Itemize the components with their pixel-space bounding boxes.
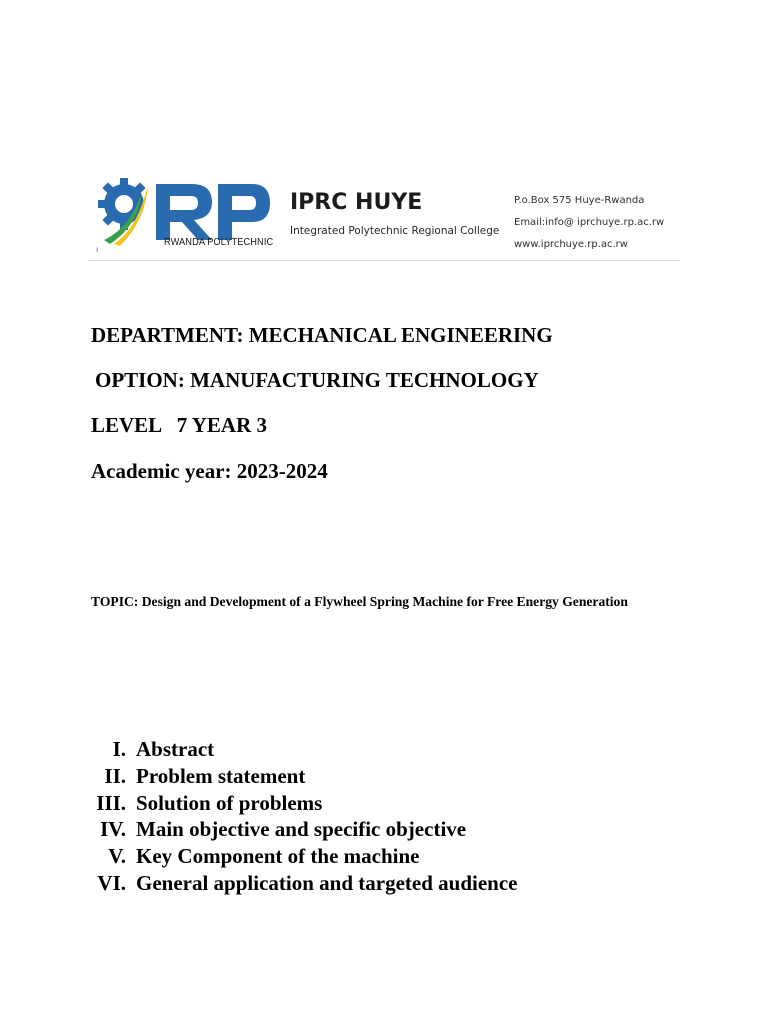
academic-year-heading: Academic year: 2023-2024	[91, 459, 328, 483]
toc-item-number: III.	[96, 790, 126, 815]
toc-item-label: Key Component of the machine	[136, 844, 420, 869]
contact-website: www.iprchuye.rp.ac.rw	[514, 239, 628, 250]
toc-item-label: Problem statement	[136, 763, 306, 788]
letter-r-glyph	[156, 184, 212, 240]
option-heading: OPTION: MANUFACTURING TECHNOLOGY	[95, 368, 539, 392]
topic-paragraph: TOPIC: Design and Development of a Flywheel Spring Machine for Free Energy Generation	[91, 594, 628, 609]
level-heading: LEVEL 7 YEAR 3	[91, 413, 268, 437]
toc-item-label: General application and targeted audience	[136, 870, 518, 895]
contact-email: Email:info@ iprchuye.rp.ac.rw	[514, 217, 665, 228]
toc-item-number: VI.	[97, 870, 126, 895]
toc-item-number: IV.	[100, 817, 126, 842]
logo-caption: RWANDA POLYTECHNIC	[164, 236, 274, 248]
toc-item-number: V.	[108, 844, 126, 869]
contact-block	[514, 190, 664, 256]
toc-item-label: Solution of problems	[136, 790, 323, 815]
letterhead-banner	[88, 168, 680, 261]
contact-address: P.o.Box 575 Huye-Rwanda	[514, 195, 645, 206]
college-full-name: Integrated Polytechnic Regional College	[290, 225, 500, 237]
letter-p-glyph	[218, 184, 270, 240]
toc-item-number: I.	[112, 737, 126, 761]
rp-logo	[94, 170, 272, 254]
toc-item-number: II.	[104, 763, 126, 788]
toc-item-label: Abstract	[136, 737, 215, 761]
logo-tick-mark: ı	[96, 245, 99, 254]
toc-item-label: Main objective and specific objective	[136, 817, 467, 842]
department-heading: DEPARTMENT: MECHANICAL ENGINEERING	[91, 323, 553, 347]
college-short-name: IPRC HUYE	[290, 190, 423, 215]
